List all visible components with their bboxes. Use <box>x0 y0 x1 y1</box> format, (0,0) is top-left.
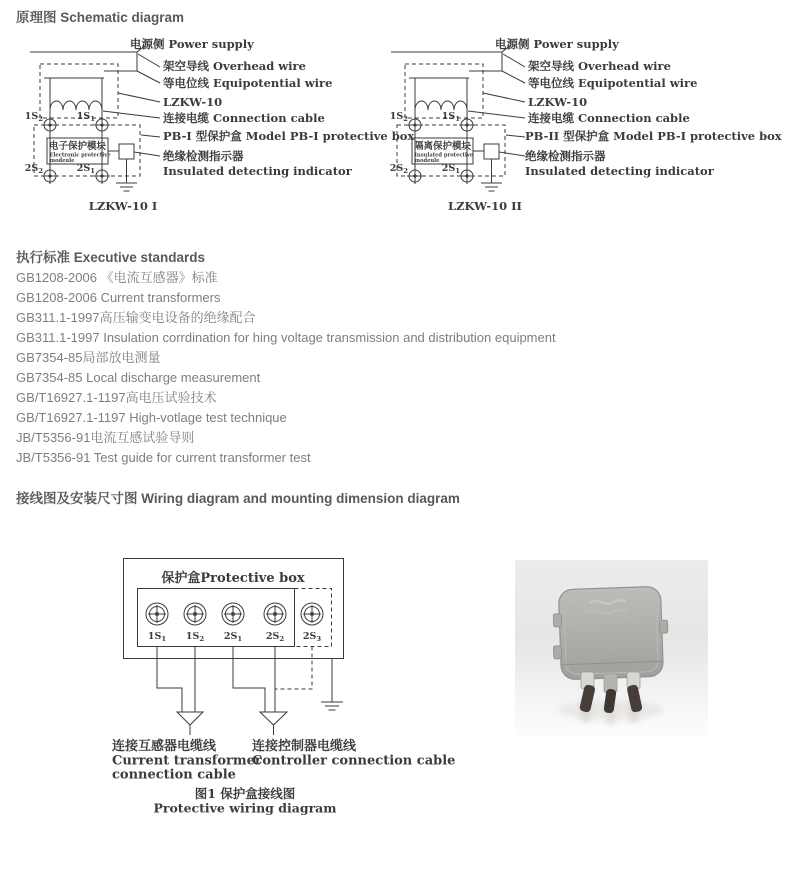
standard-item: GB/T16927.1-1197 High-votlage test technique <box>16 410 287 425</box>
schematic-diagram-2 <box>383 38 783 223</box>
label-power-supply: 电源侧 Power supply <box>130 37 254 51</box>
standard-item: GB/T16927.1-1197高电压试验技术 <box>16 390 217 405</box>
terminal-label: $1S_2$ <box>389 111 408 123</box>
label-ct-cable-zh: 连接互感器电缆线 <box>112 739 217 754</box>
side-tab-icon <box>553 646 561 659</box>
terminal-label: $2S_2$ <box>24 163 43 175</box>
section-title-schematic: 原理图 Schematic diagram <box>16 10 185 25</box>
standard-item: GB7354-85 Local discharge measurement <box>16 370 261 385</box>
label-indicator-zh: 绝缘检测指示器 <box>525 149 606 163</box>
ground-icon <box>116 159 137 191</box>
product-photo <box>515 560 708 737</box>
coil-icon <box>50 101 102 110</box>
terminal-label: $2S_1$ <box>441 163 460 175</box>
leader-lines <box>468 45 525 156</box>
circuit-lines-1 <box>30 45 160 191</box>
terminal-label: $2S_2$ <box>265 631 285 643</box>
module-label-zh: 电子保护模块 <box>48 141 107 152</box>
cable-funnel-icon <box>260 712 287 735</box>
standards-list <box>16 268 556 468</box>
indicator-box <box>119 144 134 159</box>
label-protective-box: PB-I 型保护盒 Model PB-I protective box <box>163 129 415 143</box>
label-equipotential-wire: 等电位线 Equipotential wire <box>163 76 333 90</box>
diagram2-caption: LZKW-10 II <box>448 199 522 213</box>
standard-item: JB/T5356-91电流互感试验导则 <box>16 430 195 445</box>
power-line <box>30 52 137 71</box>
terminal-label: $1S_2$ <box>185 631 205 643</box>
standard-item: GB311.1-1997 Insulation corrdination for hing voltage transmission and distribution equipment <box>16 330 556 345</box>
figure-caption-zh: 图1 保护盒接线图 <box>194 786 296 801</box>
ground-icon <box>481 159 502 191</box>
coil-icon <box>415 101 467 110</box>
screw-terminal-icon <box>146 603 323 625</box>
standard-item: JB/T5356-91 Test guide for current transformer test <box>16 450 311 465</box>
module-label-en1: Insulated protective <box>414 152 474 159</box>
schematic-diagram-1 <box>18 37 415 223</box>
sensor-dashed-box <box>405 64 483 118</box>
leader-lines <box>103 45 160 156</box>
label-equipotential-wire: 等电位线 Equipotential wire <box>528 76 698 90</box>
label-ct-cable-en2: connection cable <box>112 767 236 783</box>
label-indicator-en: Insulated detecting indicator <box>163 164 352 178</box>
section-title-standards: 执行标准 Executive standards <box>16 250 206 265</box>
terminal-label: $1S_1$ <box>441 111 460 123</box>
label-protective-box: PB-II 型保护盒 Model PB-I protective box <box>525 129 782 143</box>
standard-item: GB7354-85局部放电测量 <box>16 350 161 365</box>
wire-group-2 <box>233 647 275 713</box>
wire-2s3-dashed <box>275 647 312 690</box>
wiring-diagram <box>105 553 456 825</box>
standard-item: GB1208-2006 Current transformers <box>16 290 221 305</box>
terminal-label: $1S_1$ <box>147 631 167 643</box>
figure-caption-en: Protective wiring diagram <box>153 800 337 816</box>
side-tab-icon <box>553 614 561 627</box>
label-lzkw: LZKW-10 <box>528 95 588 109</box>
terminal-label: $1S_2$ <box>24 111 43 123</box>
label-lzkw: LZKW-10 <box>163 95 223 109</box>
module-label-en2: modeule <box>49 158 75 164</box>
label-connection-cable: 连接电缆 Connection cable <box>163 111 325 125</box>
side-tab-icon <box>660 620 668 633</box>
section-title-wiring: 接线图及安装尺寸图 Wiring diagram and mounting dimension diagram <box>16 491 460 506</box>
standard-item: GB1208-2006 《电流互感器》标准 <box>16 270 218 285</box>
cable-funnel-icon <box>177 712 203 735</box>
terminal-label: $2S_2$ <box>389 163 408 175</box>
wire-group-1 <box>157 647 195 713</box>
protective-box-title: 保护盒Protective box <box>161 571 305 586</box>
standard-item: GB311.1-1997高压输变电设备的绝缘配合 <box>16 310 256 325</box>
label-indicator-en: Insulated detecting indicator <box>525 164 714 178</box>
terminal-label: $2S_3$ <box>302 631 322 643</box>
indicator-box <box>484 144 499 159</box>
cable-glands <box>579 672 643 714</box>
label-controller-cable-zh: 连接控制器电缆线 <box>252 739 357 754</box>
terminal-label: $2S_1$ <box>223 631 243 643</box>
terminal-label: $1S_1$ <box>76 111 95 123</box>
label-ct-cable-en1: Current transformer <box>112 753 262 769</box>
module-label-en2: modeule <box>414 158 440 164</box>
sensor-dashed-box <box>40 64 118 118</box>
label-indicator-zh: 绝缘检测指示器 <box>163 149 244 163</box>
diagram1-caption: LZKW-10 I <box>88 199 158 213</box>
module-label-en1: Electronic protective <box>49 152 111 159</box>
ground-icon <box>321 659 343 711</box>
label-overhead-wire: 架空导线 Overhead wire <box>528 59 671 73</box>
terminal-label: $2S_1$ <box>76 163 95 175</box>
power-line <box>391 52 502 71</box>
protective-box-body <box>551 586 669 680</box>
label-power-supply: 电源侧 Power supply <box>495 37 619 51</box>
label-connection-cable: 连接电缆 Connection cable <box>528 111 690 125</box>
module-label-zh: 隔离保护模块 <box>413 141 472 152</box>
label-overhead-wire: 架空导线 Overhead wire <box>163 59 306 73</box>
label-controller-cable-en: Controller connection cable <box>252 753 456 769</box>
